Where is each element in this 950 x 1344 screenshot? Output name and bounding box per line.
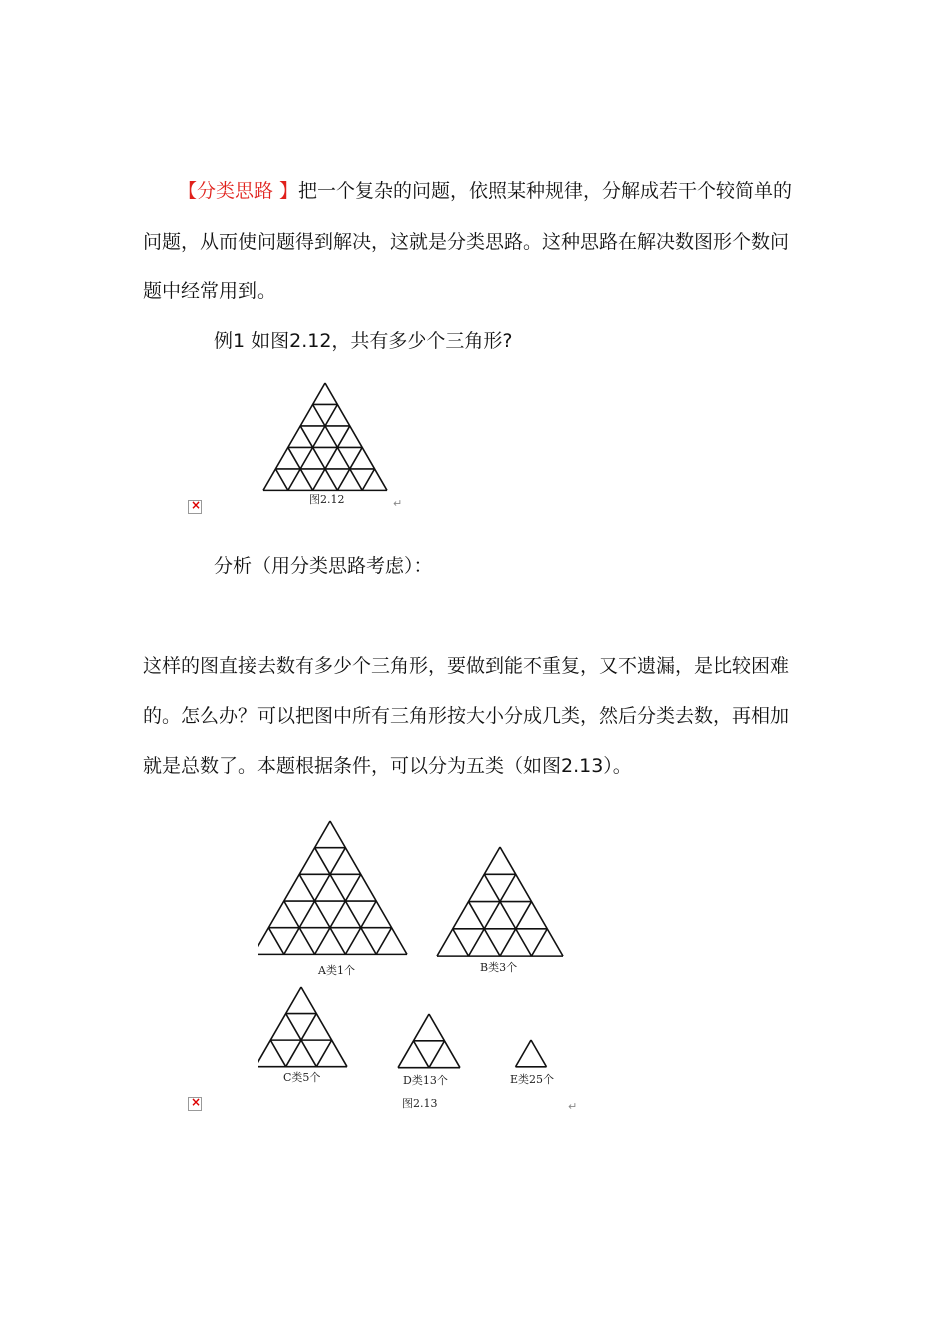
grid-line <box>531 1040 547 1067</box>
figure-2-12-caption: 图2.12 <box>309 493 345 505</box>
grid-line <box>258 821 330 954</box>
broken-image-icon-2: × <box>188 1097 202 1111</box>
grid-line <box>429 1041 445 1068</box>
intro-line-2: 问题，从而使问题得到解决，这就是分类思路。这种思路在解决数图形个数问 <box>143 231 790 253</box>
class-a-triangle-grid <box>258 821 407 954</box>
class-a-label: A类1个 <box>318 964 355 977</box>
figure-2-12 <box>262 380 402 505</box>
grid-line <box>316 1040 331 1067</box>
intro-tag: 【分类思路 】 <box>178 180 299 202</box>
broken-image-icon: × <box>188 500 202 514</box>
grid-line <box>376 928 391 955</box>
grid-line <box>268 928 283 955</box>
class-b-triangle-grid <box>437 847 563 956</box>
grid-line <box>263 383 325 490</box>
class-c-label: C类5个 <box>283 1071 321 1084</box>
grid-line <box>362 469 374 490</box>
body-line-3: 就是总数了。本题根据条件，可以分为五类（如图2.13）。 <box>143 755 632 777</box>
class-d-label: D类13个 <box>403 1074 448 1087</box>
grid-line <box>270 1040 285 1067</box>
body-line-1: 这样的图直接去数有多少个三角形，要做到能不重复，又不遗漏，是比较困难 <box>143 655 790 677</box>
grid-line <box>453 929 469 956</box>
figure-2-13 <box>258 815 598 1115</box>
example-question: 例1 如图2.12，共有多少个三角形? <box>214 330 513 352</box>
intro-line-1 <box>178 177 792 205</box>
class-e-label: E类25个 <box>510 1073 555 1086</box>
intro-text-1: 把一个复杂的问题，依照某种规律，分解成若干个较简单的 <box>298 180 793 202</box>
grid-line <box>325 383 387 490</box>
class-b-label: B类3个 <box>480 961 518 974</box>
return-mark-icon-2: ↵ <box>568 1100 578 1113</box>
class-d-triangle-grid <box>398 1014 460 1068</box>
grid-line <box>532 929 548 956</box>
return-mark-icon: ↵ <box>393 497 403 510</box>
class-e-triangle-grid <box>516 1040 547 1067</box>
figure-2-13-caption: 图2.13 <box>402 1097 438 1110</box>
grid-line <box>330 821 407 954</box>
grid-line <box>414 1041 430 1068</box>
body-line-2: 的。怎么办？可以把图中所有三角形按大小分成几类，然后分类去数，再相加 <box>143 705 790 727</box>
grid-line <box>516 1040 532 1067</box>
triangle-grid-5 <box>263 383 387 490</box>
grid-line <box>275 469 287 490</box>
intro-line-3: 题中经常用到。 <box>143 280 277 302</box>
analysis-title: 分析（用分类思路考虑）： <box>214 555 433 577</box>
class-c-triangle-grid <box>258 987 347 1067</box>
